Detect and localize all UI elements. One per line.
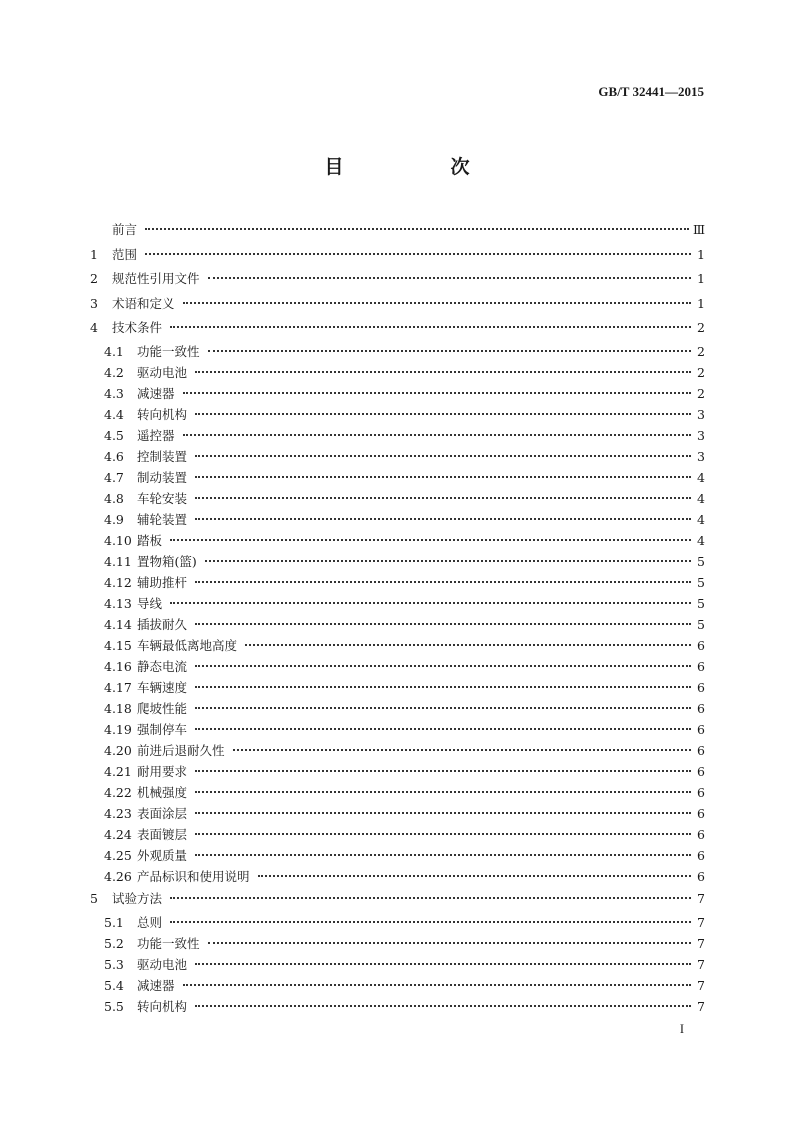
toc-entry-page: 7 <box>697 890 705 906</box>
dot-leader <box>195 962 691 965</box>
toc-entry-number: 4.10 <box>104 532 132 548</box>
dot-leader <box>183 983 691 986</box>
toc-entry-page: 3 <box>697 448 705 464</box>
toc-entry-page: 6 <box>697 847 705 863</box>
toc-entry[interactable] <box>90 912 705 933</box>
dot-leader <box>183 391 691 394</box>
toc-entry[interactable] <box>90 292 705 317</box>
toc-entry-label: 功能一致性 <box>137 935 200 951</box>
toc-entry-page: 2 <box>697 364 705 380</box>
dot-leader <box>205 559 691 562</box>
toc-entry-label: 前言 <box>112 222 138 237</box>
toc-entry[interactable] <box>90 803 705 824</box>
toc-entry[interactable] <box>90 383 705 404</box>
toc-entry-page: 1 <box>697 246 705 262</box>
toc-entry-label: 控制装置 <box>137 448 188 464</box>
toc-entry-page: 1 <box>697 295 705 311</box>
dot-leader <box>195 412 691 415</box>
toc-entry-page: 6 <box>697 679 705 695</box>
toc-entry-label: 机械强度 <box>137 784 188 800</box>
toc-entry-number: 1 <box>90 246 98 262</box>
dot-leader <box>233 748 691 751</box>
toc-entry-label: 强制停车 <box>137 721 188 737</box>
toc-entry-label: 范围 <box>112 246 138 262</box>
toc-entry-number: 4.23 <box>104 805 132 821</box>
toc-entry-page: 3 <box>697 427 705 443</box>
toc-entry[interactable] <box>90 933 705 954</box>
dot-leader <box>195 370 691 373</box>
dot-leader <box>170 325 691 328</box>
toc-entry-number: 4.11 <box>104 553 132 569</box>
toc-entry[interactable] <box>90 996 705 1017</box>
dot-leader <box>195 685 691 688</box>
toc-entry-page: 6 <box>697 637 705 653</box>
dot-leader <box>195 790 691 793</box>
toc-entry[interactable] <box>90 530 705 551</box>
toc-entry-page: 6 <box>697 763 705 779</box>
toc-entry-label: 外观质量 <box>137 847 188 863</box>
toc-entry-label: 转向机构 <box>137 998 188 1014</box>
toc-entry-page: 7 <box>697 956 705 972</box>
toc-entry[interactable] <box>90 341 705 362</box>
toc-entry[interactable] <box>90 824 705 845</box>
toc-entry-label: 表面涂层 <box>137 805 188 821</box>
toc-entry-number: 4.2 <box>104 364 124 380</box>
toc-entry[interactable] <box>90 593 705 614</box>
toc-entry-page: 2 <box>697 343 705 359</box>
toc-entry-number: 5.4 <box>104 977 124 993</box>
toc-entry[interactable] <box>90 267 705 292</box>
toc-entry-number: 4.1 <box>104 343 124 359</box>
dot-leader <box>145 252 691 255</box>
toc-entry-number: 4.6 <box>104 448 124 464</box>
toc-entry-number: 4.20 <box>104 742 132 758</box>
toc-entry-label: 制动装置 <box>137 469 188 485</box>
toc-entry-label: 表面镀层 <box>137 826 188 842</box>
toc-entry-number: 4.18 <box>104 700 132 716</box>
toc-entry-page: 4 <box>697 511 705 527</box>
toc-entry-label: 术语和定义 <box>112 295 175 311</box>
dot-leader <box>145 227 689 230</box>
toc-entry-label: 导线 <box>137 595 163 611</box>
toc-entry-number: 4.24 <box>104 826 132 842</box>
toc-entry-number: 5.1 <box>104 914 124 930</box>
dot-leader <box>183 433 691 436</box>
toc-entry[interactable] <box>90 677 705 698</box>
toc-entry[interactable] <box>90 975 705 996</box>
toc-entry-number: 4.21 <box>104 763 132 779</box>
toc-entry-page: 6 <box>697 784 705 800</box>
toc-entry-page: 5 <box>697 616 705 632</box>
toc-entry-label: 置物箱(篮) <box>137 553 197 569</box>
toc-entry-number: 4.12 <box>104 574 132 590</box>
toc-entry-number: 5.2 <box>104 935 124 951</box>
toc-entry[interactable] <box>90 425 705 446</box>
dot-leader <box>195 454 691 457</box>
toc-entry[interactable] <box>90 954 705 975</box>
dot-leader <box>195 475 691 478</box>
toc-entry-label: 遥控器 <box>137 427 175 443</box>
dot-leader <box>258 874 691 877</box>
toc-entry-page: 3 <box>697 406 705 422</box>
toc-entry-number: 4 <box>90 320 98 336</box>
dot-leader <box>195 706 691 709</box>
toc-entry[interactable] <box>90 404 705 425</box>
toc-entry[interactable] <box>90 551 705 572</box>
toc-entry[interactable] <box>90 446 705 467</box>
toc-entry-label: 插拔耐久 <box>137 616 188 632</box>
toc-entry-label: 辅助推杆 <box>137 574 188 590</box>
dot-leader <box>208 349 691 352</box>
table-of-contents <box>90 218 705 1017</box>
toc-entry-page: 2 <box>697 385 705 401</box>
toc-entry-number: 4.25 <box>104 847 132 863</box>
dot-leader <box>195 727 691 730</box>
toc-entry-page: 6 <box>697 805 705 821</box>
dot-leader <box>208 276 691 279</box>
toc-entry-page: 2 <box>697 320 705 336</box>
dot-leader <box>195 664 691 667</box>
toc-entry-page: 5 <box>697 553 705 569</box>
toc-entry[interactable] <box>90 572 705 593</box>
toc-entry[interactable] <box>90 761 705 782</box>
toc-entry-page: 6 <box>697 658 705 674</box>
dot-leader <box>208 941 691 944</box>
toc-entry-label: 静态电流 <box>137 658 188 674</box>
toc-entry-page: Ⅲ <box>692 222 705 237</box>
toc-entry-label: 技术条件 <box>112 320 163 336</box>
toc-entry-page: 4 <box>697 469 705 485</box>
toc-entry[interactable] <box>90 656 705 677</box>
dot-leader <box>195 853 691 856</box>
toc-entry[interactable] <box>90 740 705 761</box>
toc-entry-page: 6 <box>697 826 705 842</box>
toc-entry-label: 减速器 <box>137 977 175 993</box>
dot-leader <box>195 517 691 520</box>
toc-entry[interactable] <box>90 782 705 803</box>
dot-leader <box>195 622 691 625</box>
dot-leader <box>195 580 691 583</box>
toc-entry-label: 规范性引用文件 <box>112 271 200 287</box>
toc-entry[interactable] <box>90 719 705 740</box>
dot-leader <box>195 811 691 814</box>
dot-leader <box>170 538 691 541</box>
toc-entry-label: 功能一致性 <box>137 343 200 359</box>
toc-entry-number: 5 <box>90 890 98 906</box>
toc-entry-number: 4.19 <box>104 721 132 737</box>
toc-entry[interactable] <box>90 887 705 912</box>
toc-entry-number: 5.3 <box>104 956 124 972</box>
toc-entry-label: 车辆最低离地高度 <box>137 637 238 653</box>
toc-entry-label: 爬坡性能 <box>137 700 188 716</box>
toc-entry-label: 辅轮装置 <box>137 511 188 527</box>
standard-code: GB/T 32441—2015 <box>598 84 704 99</box>
toc-entry[interactable] <box>90 866 705 887</box>
toc-entry[interactable] <box>90 316 705 341</box>
toc-entry-number: 4.8 <box>104 490 124 506</box>
toc-entry-number: 4.3 <box>104 385 124 401</box>
dot-leader <box>245 643 691 646</box>
toc-entry-page: 4 <box>697 490 705 506</box>
toc-entry-page: 7 <box>697 935 705 951</box>
toc-entry-page: 6 <box>697 700 705 716</box>
page-number: I <box>679 1022 684 1036</box>
toc-entry-page: 5 <box>697 574 705 590</box>
dot-leader <box>183 301 691 304</box>
toc-entry-number: 4.15 <box>104 637 132 653</box>
toc-entry-number: 4.16 <box>104 658 132 674</box>
toc-entry-label: 耐用要求 <box>137 763 188 779</box>
toc-entry-page: 7 <box>697 977 705 993</box>
dot-leader <box>195 769 691 772</box>
toc-entry[interactable] <box>90 509 705 530</box>
toc-entry[interactable] <box>90 698 705 719</box>
dot-leader <box>170 920 691 923</box>
toc-entry-label: 减速器 <box>137 385 175 401</box>
toc-entry-page: 6 <box>697 721 705 737</box>
toc-entry-number: 2 <box>90 271 98 287</box>
toc-entry[interactable] <box>90 635 705 656</box>
toc-entry-number: 4.5 <box>104 427 124 443</box>
toc-entry[interactable] <box>90 243 705 268</box>
toc-entry-page: 4 <box>697 532 705 548</box>
toc-entry-label: 试验方法 <box>112 890 163 906</box>
toc-entry-page: 7 <box>697 998 705 1014</box>
toc-entry-label: 驱动电池 <box>137 364 188 380</box>
toc-entry-number: 4.9 <box>104 511 124 527</box>
toc-entry-label: 产品标识和使用说明 <box>137 868 250 884</box>
toc-entry-page: 6 <box>697 742 705 758</box>
toc-entry-number: 4.13 <box>104 595 132 611</box>
dot-leader <box>195 496 691 499</box>
toc-entry-label: 总则 <box>137 914 163 930</box>
toc-entry-label: 车辆速度 <box>137 679 188 695</box>
toc-entry-label: 转向机构 <box>137 406 188 422</box>
toc-entry[interactable] <box>90 218 705 243</box>
dot-leader <box>195 1004 691 1007</box>
toc-entry[interactable] <box>90 614 705 635</box>
dot-leader <box>170 896 691 899</box>
toc-entry-number: 4.22 <box>104 784 132 800</box>
toc-entry-number: 3 <box>90 295 98 311</box>
toc-entry-page: 5 <box>697 595 705 611</box>
toc-entry-number: 5.5 <box>104 998 124 1014</box>
toc-entry-number: 4.7 <box>104 469 124 485</box>
page-title: 目 次 <box>324 156 514 178</box>
dot-leader <box>195 832 691 835</box>
toc-entry-label: 车轮安装 <box>137 490 188 506</box>
toc-entry-page: 6 <box>697 868 705 884</box>
toc-entry-number: 4.17 <box>104 679 132 695</box>
toc-entry[interactable] <box>90 467 705 488</box>
dot-leader <box>170 601 691 604</box>
toc-entry-label: 踏板 <box>137 532 163 548</box>
toc-entry-label: 前进后退耐久性 <box>137 742 225 758</box>
toc-entry-number: 4.26 <box>104 868 132 884</box>
toc-entry-page: 1 <box>697 271 705 287</box>
toc-entry[interactable] <box>90 488 705 509</box>
toc-entry-page: 7 <box>697 914 705 930</box>
toc-entry-number: 4.14 <box>104 616 132 632</box>
toc-entry[interactable] <box>90 845 705 866</box>
toc-entry-number: 4.4 <box>104 406 124 422</box>
toc-entry[interactable] <box>90 362 705 383</box>
toc-entry-label: 驱动电池 <box>137 956 188 972</box>
